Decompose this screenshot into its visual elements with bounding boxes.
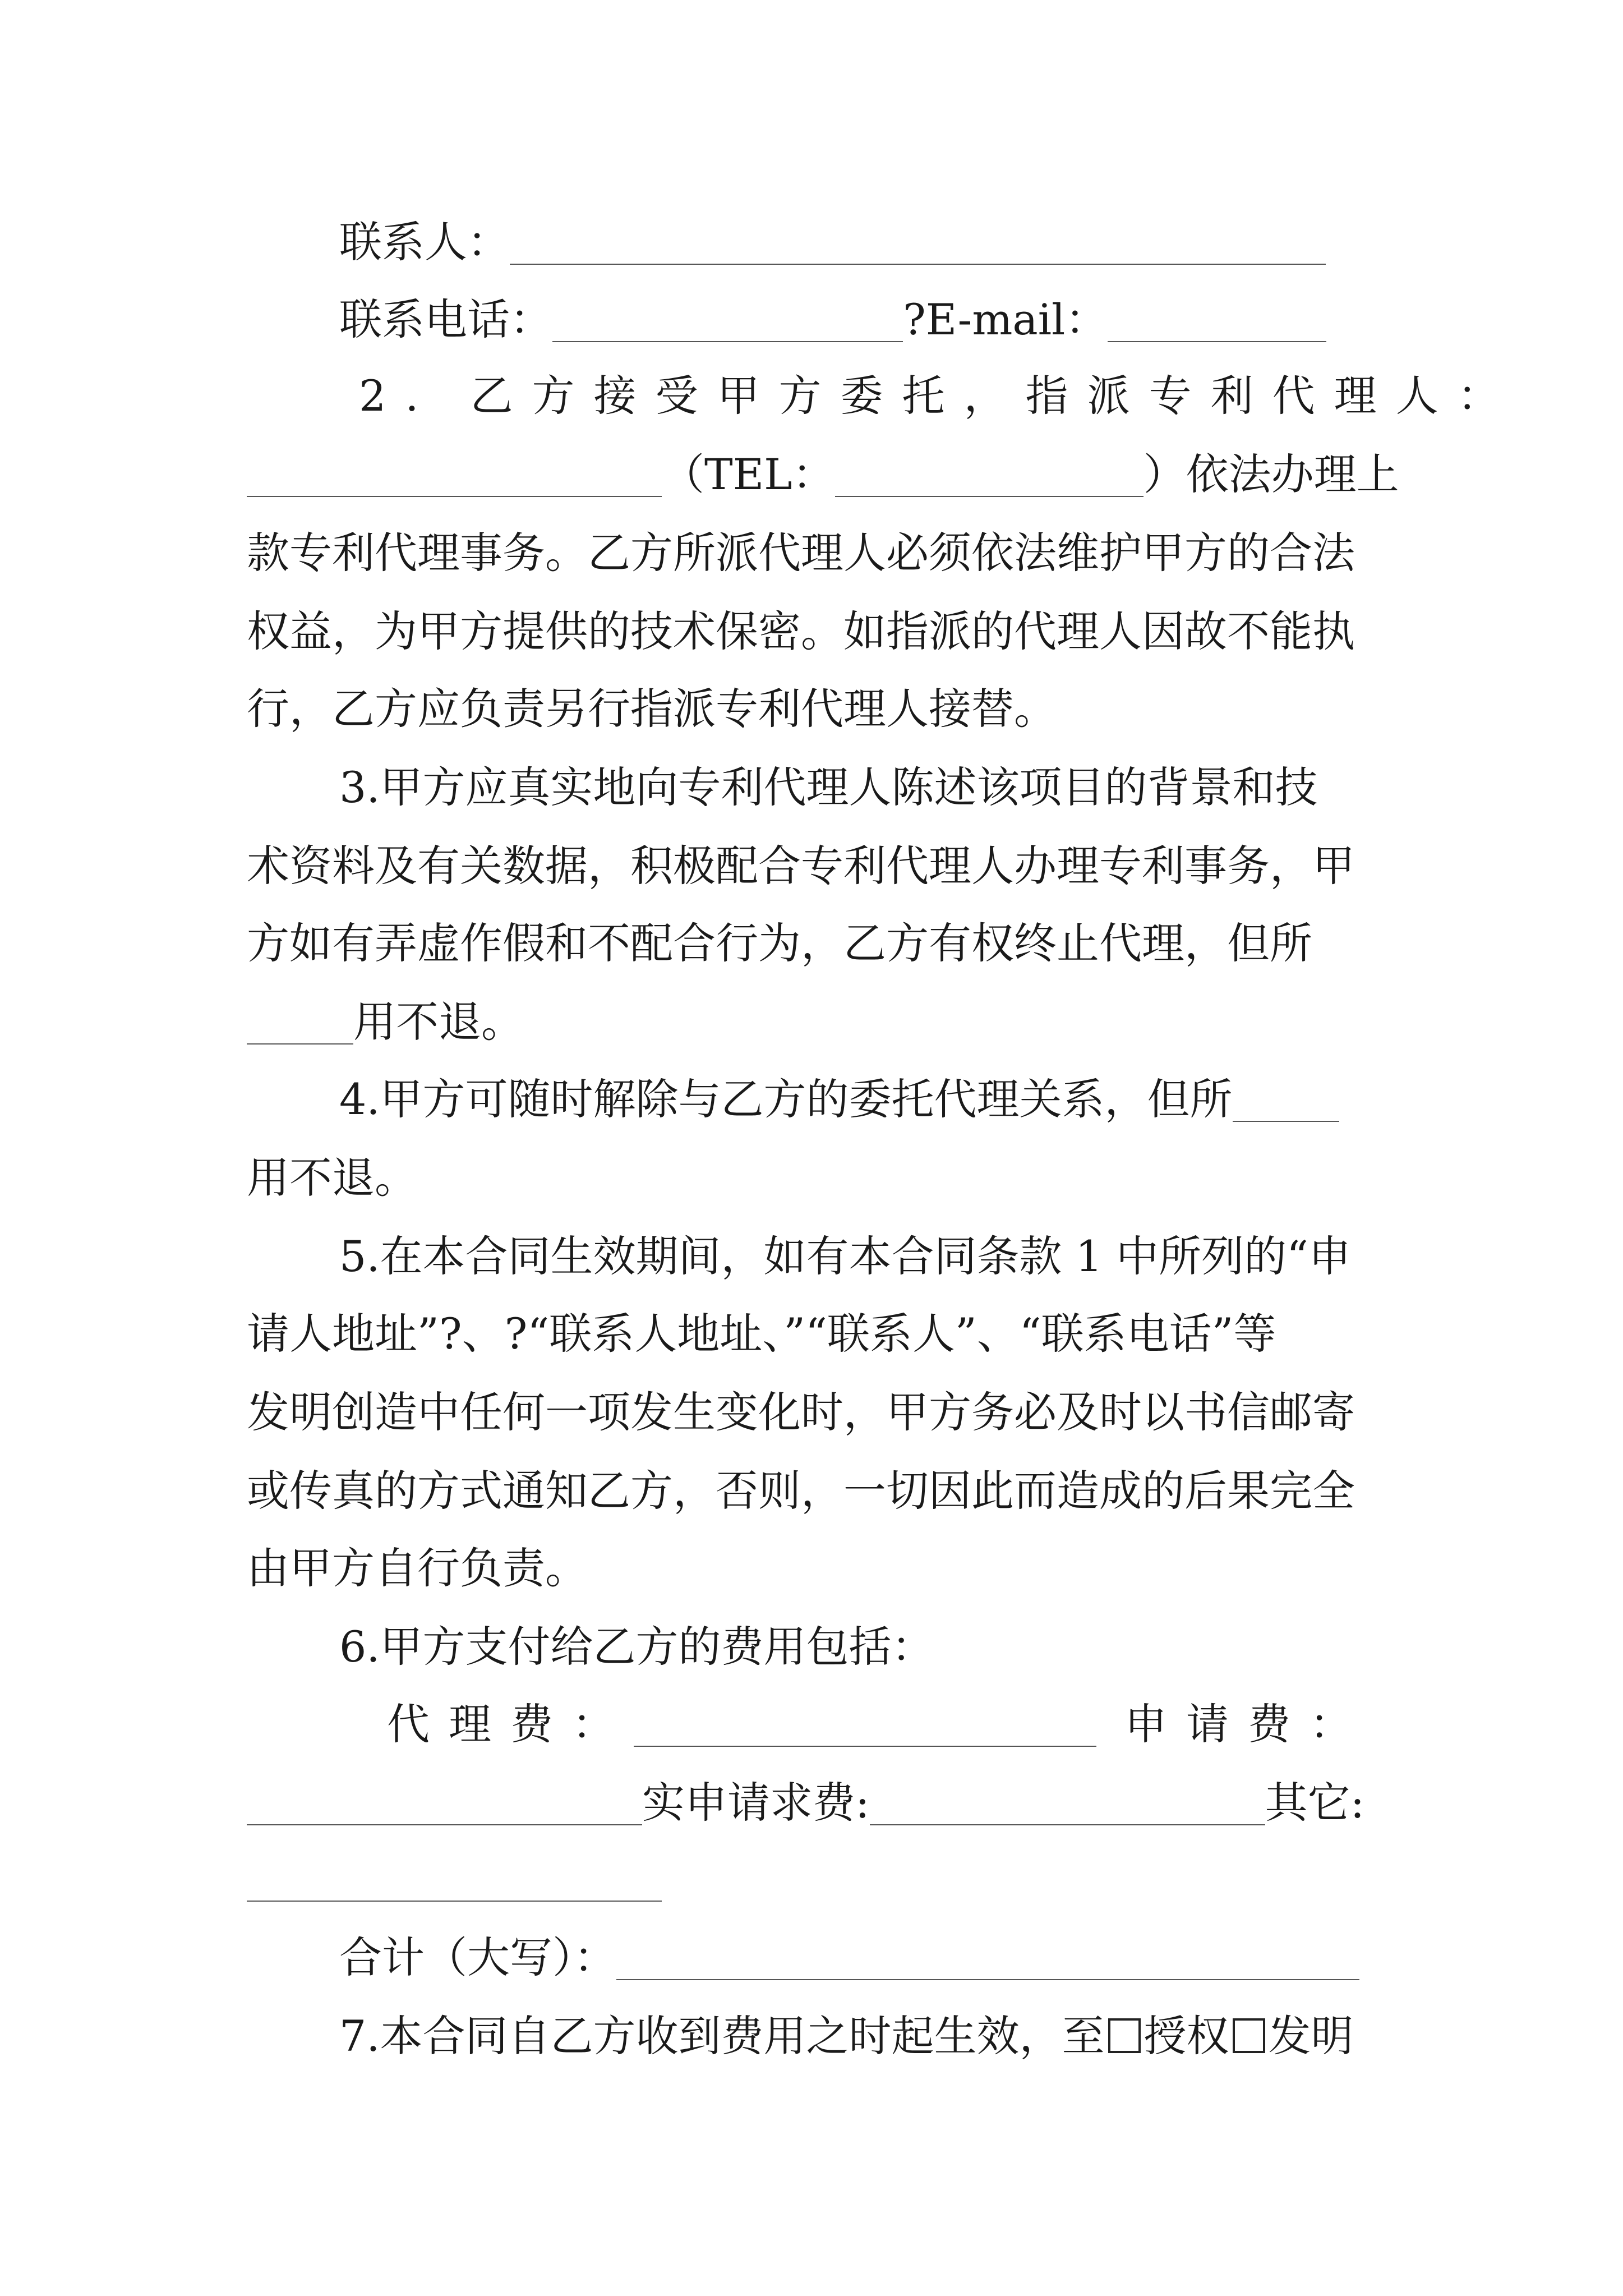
fee-exam-label: 实申请求费: [642,1778,870,1828]
fee-line-1 [387,1685,1385,1764]
fee-other-label: 其它: [1265,1778,1365,1828]
agent-name-blank[interactable] [247,453,662,497]
item4-line-1 [339,1060,1385,1139]
item3-line-4 [247,983,1385,1061]
fee-agent-label: 代理费： [387,1699,634,1749]
agent-tel-blank[interactable] [835,453,1144,497]
item2-line-3: 款专利代理事务。乙方所派代理人必须依法维护甲方的合法 [247,528,1355,578]
item2-line-2 [247,435,1399,514]
item2-line-4: 权益，为甲方提供的技术保密。如指派的代理人因故不能执 [247,606,1355,656]
contact-blank[interactable] [510,221,1326,265]
item5-line-3: 发明创造中任何一项发生变化时，甲方务必及时以书信邮寄 [247,1387,1355,1437]
item2-line-5: 行，乙方应负责另行指派专利代理人接替。 [247,684,1057,734]
item2-tail: ）依法办理上 [1143,449,1399,499]
item3-tail: 用不退。 [353,997,524,1047]
fee-exam-blank[interactable] [870,1782,1265,1825]
item5-line-1: 5.在本合同生效期间，如有本合同条款 1 中所列的“申 [339,1231,1352,1281]
item7-invent: 发明 [1268,2011,1354,2061]
fee-line-2 [247,1764,1385,1842]
item7-grant: 授权 [1144,2011,1229,2061]
phone-label: 联系电话： [339,295,552,344]
grant-checkbox[interactable] [1108,2018,1141,2053]
total-label: 合计（大写）： [339,1932,616,1982]
fee-apply-blank[interactable] [247,1782,642,1825]
invent-checkbox[interactable] [1233,2018,1265,2053]
item5-line-5: 由甲方自行负责。 [247,1543,588,1593]
item3-line-1: 3.甲方应真实地向专利代理人陈述该项目的背景和技 [339,762,1318,812]
fee-other-blank[interactable] [247,1858,662,1902]
item7-line-1 [339,1997,1385,2076]
contact-label: 联系人： [339,217,510,267]
item2-line-1: 2. 乙方接受甲方委托，指派专利代理人： [359,371,1519,421]
item6-line-1: 6.甲方支付给乙方的费用包括： [339,1622,934,1672]
fee-apply-label: 申请费： [1124,1699,1371,1749]
item7-text: 7.本合同自乙方收到费用之时起生效，至 [339,2011,1105,2061]
item4-line-2: 用不退。 [247,1153,417,1203]
item3-line-3: 方如有弄虚作假和不配合行为，乙方有权终止代理，但所 [247,918,1312,968]
item3-blank[interactable] [247,1001,353,1045]
fee-line-3 [247,1840,1385,1918]
item2-tel-label: （TEL： [662,449,835,499]
email-blank[interactable] [1108,298,1326,342]
total-blank[interactable] [616,1936,1359,1980]
contact-line [339,203,1385,282]
fee-agent-blank[interactable] [634,1703,1096,1747]
phone-line [339,280,1385,359]
item5-line-4: 或传真的方式通知乙方，否则，一切因此而造成的后果完全 [247,1466,1355,1516]
item4-text: 4.甲方可随时解除与乙方的委托代理关系，但所 [339,1074,1233,1124]
item3-line-2: 术资料及有关数据，积极配合专利代理人办理专利事务，甲 [247,841,1355,891]
item4-blank[interactable] [1233,1078,1339,1122]
email-label: ?E-mail： [903,295,1108,344]
item5-line-2: 请人地址”?、?“联系人地址、”“联系人”、“联系电话”等 [247,1309,1276,1359]
total-line [339,1918,1385,1997]
phone-blank[interactable] [552,298,903,342]
